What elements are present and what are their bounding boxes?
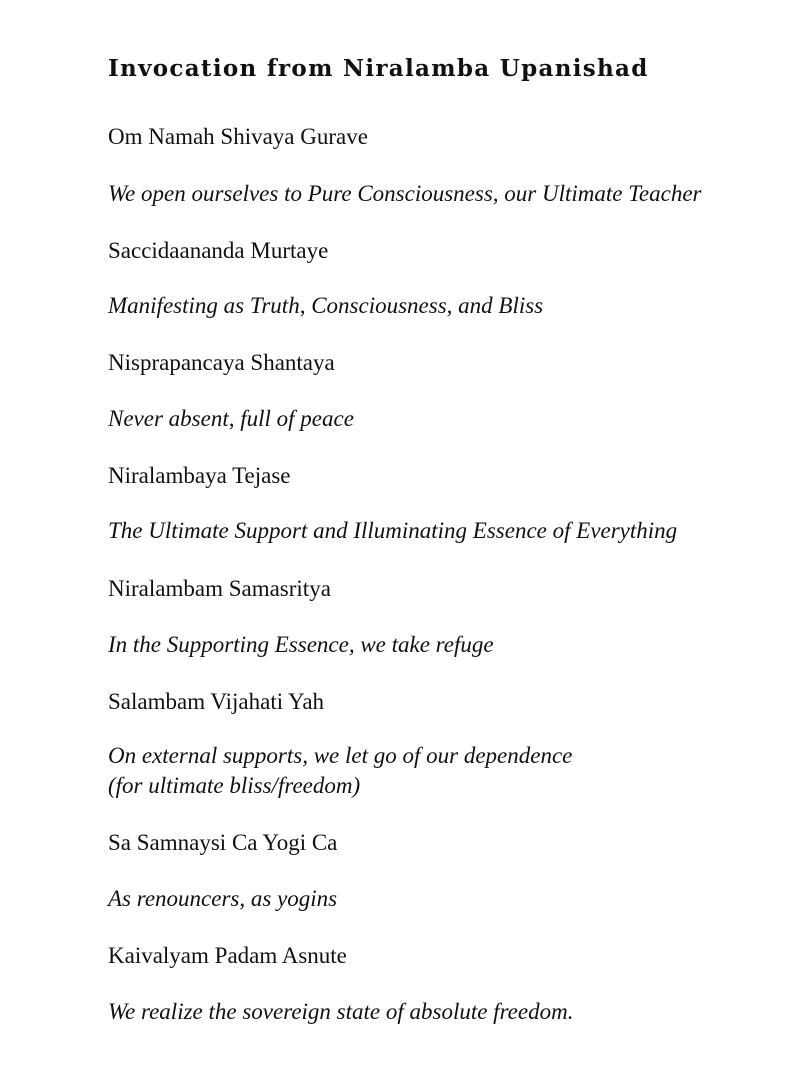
meaning-line-6-continued: (for ultimate bliss/freedom) [108, 773, 361, 798]
meaning-line-1: We open ourselves to Pure Consciousness, our Ultimate Teacher [108, 181, 702, 206]
sanskrit-line-8: Kaivalyam Padam Asnute [108, 943, 347, 968]
meaning-line-4: The Ultimate Support and Illuminating Essence of Everything [108, 518, 678, 543]
sanskrit-line-3: Nisprapancaya Shantaya [108, 350, 335, 375]
sanskrit-line-5: Niralambam Samasritya [108, 576, 331, 601]
sanskrit-line-6: Salambam Vijahati Yah [108, 689, 325, 714]
meaning-line-3: Never absent, full of peace [108, 406, 354, 431]
sanskrit-line-7: Sa Samnaysi Ca Yogi Ca [108, 830, 338, 855]
meaning-line-6: On external supports, we let go of our dependence [108, 743, 573, 768]
meaning-line-2: Manifesting as Truth, Consciousness, and Bliss [108, 293, 544, 318]
meaning-line-5: In the Supporting Essence, we take refuge [108, 632, 494, 657]
meaning-line-7: As renouncers, as yogins [108, 886, 338, 911]
sanskrit-line-1: Om Namah Shivaya Gurave [108, 124, 368, 149]
sanskrit-line-4: Niralambaya Tejase [108, 463, 291, 488]
page-title: Invocation from Niralamba Upanishad [108, 55, 649, 82]
sanskrit-line-2: Saccidaananda Murtaye [108, 238, 329, 263]
meaning-line-8: We realize the sovereign state of absolute freedom. [108, 999, 574, 1024]
